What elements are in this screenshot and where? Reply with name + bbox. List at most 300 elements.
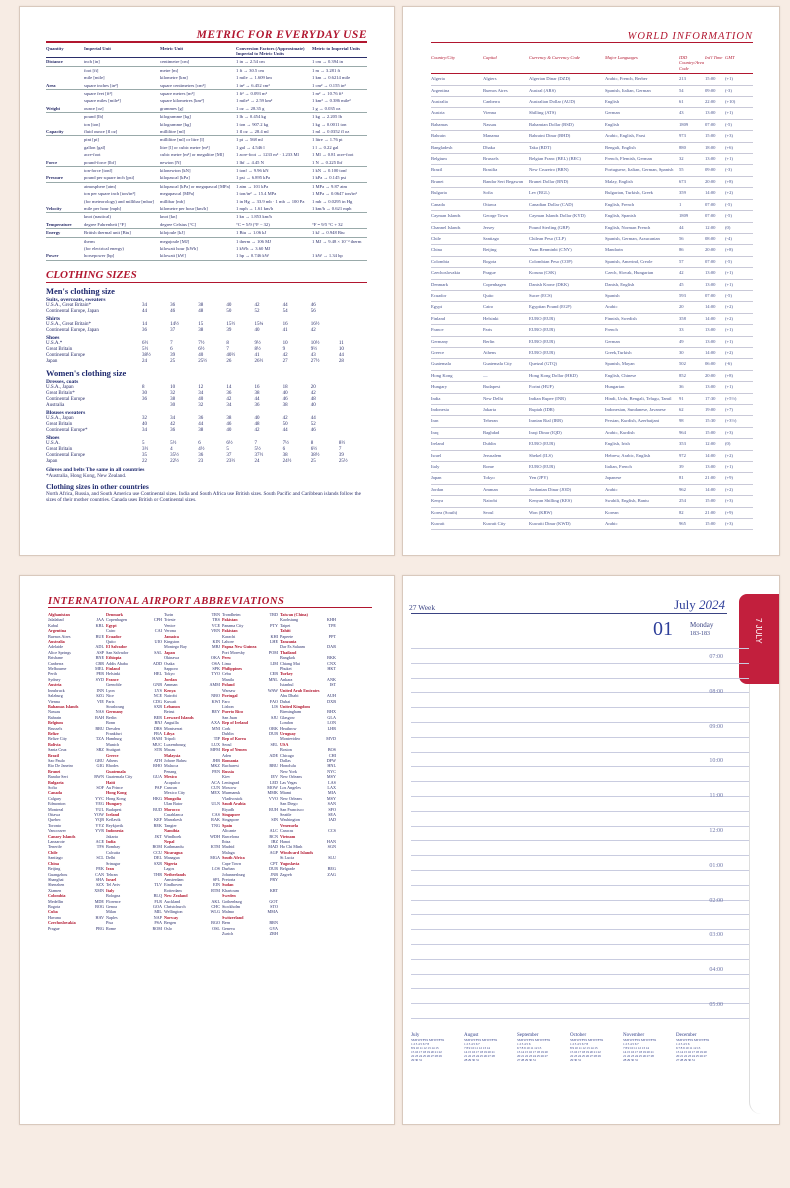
- world-cell: 14:00: [705, 452, 716, 458]
- airport-city: Ethiopia: [106, 655, 122, 661]
- airport-city: Mongolia: [164, 795, 181, 801]
- size-cell: 27½: [310, 359, 320, 365]
- airport-city: India: [106, 839, 116, 845]
- world-cell: Austral (ARS): [529, 87, 556, 93]
- metric-header-cell: Metric to Imperial Units: [312, 45, 361, 51]
- airport-city: Faro: [222, 698, 230, 704]
- world-cell: Brunei Dollar (BND): [529, 178, 569, 184]
- size-row: [46, 359, 367, 365]
- mini-calendar-dow: SMTWTFSS MTWTFSS: [411, 1038, 445, 1042]
- airport-city: Finland: [106, 666, 120, 672]
- world-cell: 359: [679, 190, 686, 196]
- world-header-row: [431, 55, 753, 74]
- airport-code: JAA: [96, 617, 104, 623]
- airport-code: CCS: [328, 828, 336, 834]
- airport-code: TLV: [154, 882, 162, 888]
- world-cell: 06:00: [705, 361, 716, 367]
- metric-row: [46, 167, 367, 174]
- airport-code: HKT: [327, 666, 336, 672]
- world-cell: Prague: [483, 270, 496, 276]
- airport-city: Zagreb: [280, 871, 292, 877]
- airport-city: Kiev: [222, 774, 231, 780]
- world-cell: (+7): [725, 407, 733, 412]
- world-cell: 09:00: [705, 167, 716, 173]
- size-cell: 34: [142, 303, 147, 309]
- airport-code: MGA: [210, 855, 220, 861]
- airport-code: FAO: [269, 698, 278, 704]
- world-row: [431, 496, 753, 507]
- airport-city: Chicago: [280, 752, 294, 758]
- diary-line: [411, 870, 749, 871]
- mini-calendar-week: 8 9 10 11 12 13 14 15: [570, 1046, 598, 1050]
- world-cell: Danish Krone (DKK): [529, 281, 569, 287]
- airport-code: KTM: [210, 844, 220, 850]
- metric-cell: [46, 214, 84, 219]
- airport-city: Lanzarote: [48, 839, 65, 845]
- airport-city: Srinagar: [106, 860, 121, 866]
- airport-code: CBR: [95, 660, 104, 666]
- airport-city: Dallas: [280, 757, 291, 763]
- mini-calendar-week: 15 16 17 18 19 20 21 22: [411, 1050, 442, 1054]
- world-header-cell: Currency & Currency Code: [529, 55, 581, 60]
- metric-cell: 1 tonf → 9.96 kN: [236, 168, 269, 173]
- world-cell: 593: [679, 292, 686, 298]
- gloves-note: *Australia, Hong Kong, New Zealand.: [46, 473, 127, 480]
- airport-city: Jamaica: [164, 633, 179, 639]
- airport-code: MAD: [268, 844, 278, 850]
- world-cell: Japan: [431, 475, 442, 481]
- airport-city: Trondheim: [222, 612, 241, 617]
- airport-code: MDE: [94, 898, 104, 904]
- world-cell: (-5): [725, 292, 732, 298]
- world-cell: Hebrew, Arabic, English: [605, 452, 651, 458]
- world-cell: (+10): [725, 99, 736, 105]
- airport-code: SEA: [328, 812, 336, 818]
- airport-code: IBZ: [271, 839, 278, 845]
- airport-code: TRD: [269, 612, 278, 617]
- metric-row: [46, 174, 367, 182]
- airport-city: Tokyo: [164, 671, 175, 677]
- world-cell: Jersey: [483, 224, 495, 230]
- metric-cell: 1 lb → 0.454 kg: [236, 114, 266, 120]
- world-cell: Nassau: [483, 121, 497, 127]
- airport-city: Israel: [106, 876, 117, 882]
- diary-line: [411, 811, 749, 812]
- airport-city: Vancouver: [48, 828, 66, 834]
- world-cell: 39: [679, 464, 684, 470]
- mini-calendar-week: 7 8 9 10 11 12 13 14: [464, 1046, 490, 1050]
- airport-city: Pretoria: [222, 876, 236, 882]
- size-cell: 30: [170, 403, 176, 409]
- airport-city: Netherlands: [164, 871, 186, 877]
- airport-code: ADD: [152, 660, 162, 666]
- world-cell: (-5): [725, 213, 732, 219]
- airport-city: Havana: [48, 914, 61, 920]
- airport-city: Anguilla: [164, 720, 179, 726]
- airport-city: Las Vegas: [280, 779, 298, 785]
- metric-cell: 1 acre-foot → 1233 m³ · 1.233 Ml: [236, 152, 299, 158]
- metric-cell: millilitre [ml]: [160, 128, 186, 134]
- men-sizes: [46, 297, 367, 365]
- airport-city: Buenos Aires: [48, 633, 71, 639]
- world-cell: (+6): [725, 144, 733, 150]
- airport-city: Cuba: [48, 909, 58, 915]
- size-cell: 38½: [310, 453, 320, 459]
- airport-city: Puerto Rico: [222, 709, 244, 715]
- time-label: 02:00: [709, 897, 723, 904]
- world-cell: Bahrain: [431, 133, 446, 139]
- time-label: 04:00: [709, 967, 723, 974]
- metric-cell: 1 psi → 6.895 kPa: [236, 175, 271, 181]
- world-cell: (+3): [725, 498, 733, 504]
- airport-city: Lahore: [222, 639, 234, 645]
- airport-city: Brussels: [48, 725, 63, 731]
- airport-code: BUE: [95, 633, 104, 639]
- airport-code: LIS: [271, 703, 278, 709]
- world-cell: Kuwait City: [483, 521, 506, 527]
- metric-cell: knot [kn]: [160, 214, 177, 220]
- metric-cell: square inches [in²]: [84, 82, 119, 88]
- world-cell: Austria: [431, 110, 445, 116]
- airport-city: Montego Bay: [164, 644, 187, 650]
- world-row: [431, 154, 753, 165]
- world-cell: Yen (JPY): [529, 475, 549, 481]
- metric-row: [46, 121, 367, 128]
- world-cell: Ottawa: [483, 201, 497, 207]
- airport-city: El Salvador: [106, 644, 128, 650]
- metric-cell: [46, 91, 84, 96]
- airport-city: Romania: [222, 757, 239, 763]
- airport-city: Vietnam: [280, 833, 296, 839]
- world-cell: (-4): [725, 235, 732, 241]
- airport-city: Rep of Korea: [222, 736, 246, 742]
- airport-city: Tahiti: [280, 628, 291, 634]
- airport-city: Pisa: [106, 920, 113, 926]
- week-label: 27 Week: [409, 603, 436, 612]
- airport-code: SPK: [212, 666, 220, 672]
- airport-city: Beirut: [164, 709, 175, 715]
- airport-code: MMK: [267, 790, 278, 796]
- airport-city: Christchurch: [164, 903, 186, 909]
- metric-cell: Distance: [46, 59, 63, 65]
- size-cell: 50: [282, 422, 288, 428]
- airport-code: ACA: [211, 779, 220, 785]
- size-cell: 38: [170, 397, 176, 403]
- airport-city: Montserrat: [164, 725, 183, 731]
- airport-city: Belgrade: [280, 866, 296, 872]
- airport-city: Murmansk: [222, 790, 241, 796]
- world-cell: EURO (EUR): [529, 349, 555, 355]
- world-cell: Spanish: [605, 292, 620, 298]
- airport-city: Canberra: [48, 660, 64, 666]
- airport-code: KHI: [270, 633, 278, 639]
- size-cell: 42: [254, 303, 260, 309]
- airport-code: GNB: [153, 682, 162, 688]
- size-row: [46, 428, 367, 434]
- mini-calendar-week: 1 2 3 4 5 6: [676, 1042, 690, 1046]
- metric-cell: 1 litre → 1.76 pt: [312, 137, 343, 143]
- world-cell: Korea (South): [431, 509, 458, 515]
- world-cell: Brasilia: [483, 167, 498, 173]
- world-cell: Kenyan Shilling (KES): [529, 498, 572, 504]
- airport-code: UIO: [154, 639, 162, 645]
- airport-city: Spain: [222, 822, 233, 828]
- airport-code: SYD: [95, 676, 104, 682]
- world-row: [431, 86, 753, 97]
- airport-city: Pakistan: [222, 617, 238, 623]
- airport-city: Hong Kong: [106, 790, 127, 796]
- world-cell: Iraqi Dinar (IQD): [529, 429, 562, 435]
- metric-cell: [46, 152, 84, 157]
- size-cell: 25½: [338, 459, 348, 465]
- size-cell: 40: [198, 353, 204, 359]
- airport-code: ANK: [326, 676, 336, 682]
- world-row: [431, 177, 753, 188]
- world-cell: Indonesia: [431, 407, 449, 412]
- world-cell: (+9): [725, 509, 733, 515]
- airport-city: Rome: [106, 925, 117, 931]
- mini-calendar-week: 21 22 23 24 25 26 27 28: [623, 1054, 654, 1058]
- diary-line: [411, 781, 749, 782]
- airport-city: Tenerife: [48, 844, 62, 850]
- world-cell: Germany: [431, 338, 449, 344]
- airport-column: [280, 612, 336, 936]
- airport-city: New Zealand: [164, 893, 188, 899]
- airport-city: Toronto: [48, 822, 62, 828]
- airport-city: Quebec: [48, 817, 61, 823]
- size-cell: 9½: [254, 341, 261, 347]
- airport-city: Canada: [48, 790, 62, 796]
- airport-code: JHB: [212, 757, 220, 763]
- metric-cell: newton [N]: [160, 159, 182, 165]
- size-cell: 41: [254, 353, 260, 359]
- size-cell: 15: [198, 322, 204, 328]
- size-cell: 48: [198, 309, 204, 315]
- metric-cell: kilogramme [kg]: [160, 121, 191, 127]
- airport-code: BLQ: [153, 893, 162, 899]
- world-cell: 09:00: [705, 87, 716, 93]
- mini-calendar-week: 8 9 10 11 12 13 14 15: [411, 1046, 439, 1050]
- airport-city: Zurich: [222, 930, 234, 936]
- size-cell: 40: [254, 416, 260, 422]
- airport-city: Sofia: [48, 785, 57, 790]
- diary-line: [411, 944, 749, 945]
- airport-code: PAP: [154, 785, 162, 790]
- size-cell: 40: [198, 397, 204, 403]
- metric-cell: British thermal unit [Btu]: [84, 230, 131, 236]
- airport-city: Peru: [222, 655, 231, 661]
- month-tab[interactable]: [739, 594, 780, 684]
- metric-cell: 1 mph → 1.61 km/h: [236, 206, 274, 212]
- airport-city: Cairo: [106, 628, 116, 634]
- size-cell: U.S.A., Great Britain*: [46, 322, 91, 328]
- world-row: [431, 416, 753, 427]
- airport-code: CAN: [95, 871, 104, 877]
- airport-code: KBL: [95, 622, 104, 628]
- airport-code: AXA: [210, 720, 220, 726]
- world-cell: Vienna: [483, 110, 496, 116]
- airport-code: TYO: [211, 671, 220, 677]
- airport-entry: [222, 931, 278, 936]
- metric-cell: °F = 9/5 °C + 32: [312, 221, 343, 227]
- airport-city: San Salvador: [106, 649, 129, 655]
- mini-calendar-month: July: [411, 1033, 420, 1038]
- airport-city: Leningrad: [222, 779, 240, 785]
- size-cell: 44: [310, 416, 316, 422]
- airport-city: San Diego: [280, 801, 298, 807]
- airport-city: Gothenburg: [222, 898, 242, 904]
- world-cell: Spanish, Italian, German: [605, 87, 651, 93]
- world-row: [431, 97, 753, 108]
- world-row: [431, 120, 753, 131]
- size-group-title: Shoes: [46, 335, 60, 342]
- size-group-title: Suits, overcoats, sweaters: [46, 297, 106, 304]
- mini-calendar-week: 6 7 8 9 10 11 12 13: [676, 1046, 701, 1050]
- size-cell: 42: [282, 353, 288, 359]
- size-cell: 3½: [142, 447, 149, 453]
- metric-row: [46, 229, 367, 237]
- size-cell: 5: [226, 447, 229, 453]
- airport-city: Manila: [222, 676, 234, 682]
- airport-code: LAS: [328, 779, 336, 785]
- mini-calendar-week: 15 16 17 18 19 20 21 22: [570, 1050, 601, 1054]
- world-cell: 13:00: [705, 464, 716, 470]
- metric-cell: ton per square inch [ton/in²]: [84, 191, 136, 197]
- world-cell: 213: [679, 76, 686, 82]
- metric-cell: megapascal [MPa]: [160, 191, 195, 197]
- size-cell: 46: [282, 397, 288, 403]
- airport-city: Tanzania: [280, 639, 297, 645]
- airport-code: VVO: [268, 795, 278, 801]
- size-cell: 24: [254, 459, 260, 465]
- other-text: North Africa, Russia, and South America use Continental sizes. India and South Africa use British sizes. South Pacific and Caribbean islands follow the sizes of their mother countries. Canada uses British or Continental sizes.: [46, 491, 361, 504]
- airport-city: Austria: [48, 682, 62, 688]
- airport-city: Marrakesh: [164, 817, 182, 823]
- size-cell: 42: [226, 397, 232, 403]
- world-cell: (+8): [725, 247, 733, 253]
- world-cell: English, Irish: [605, 441, 630, 447]
- world-cell: 07:00: [705, 213, 716, 219]
- airport-city: Uruguay: [280, 730, 296, 736]
- world-row: [431, 245, 753, 256]
- world-cell: Bahamian Dollar (BSD): [529, 121, 574, 127]
- size-cell: 6½: [198, 347, 205, 353]
- airport-city: Karachi: [222, 633, 236, 639]
- size-cell: 12: [198, 385, 204, 391]
- airport-city: Ibiza: [222, 839, 231, 845]
- airport-code: RTM: [211, 887, 220, 893]
- airport-code: DUB: [269, 730, 278, 736]
- airport-code: STR: [154, 747, 162, 753]
- airport-city: Papua New Guinea: [222, 644, 257, 650]
- airport-city: Windward Islands: [280, 849, 314, 855]
- mini-calendar-week: 1 2 3 4 5 6 7: [623, 1042, 639, 1046]
- airport-code: WLG: [210, 909, 220, 915]
- world-cell: Kuwait: [431, 521, 445, 527]
- world-cell: Canadian Dollar (CAD): [529, 201, 574, 207]
- metric-cell: [46, 114, 84, 119]
- world-cell: EURO (EUR): [529, 441, 555, 447]
- mini-calendar-week: 1 2 3 4 5 6: [517, 1042, 531, 1046]
- world-table: [431, 55, 753, 530]
- airport-city: Cape Town: [222, 860, 242, 866]
- world-cell: Arabic, Kurdish: [605, 429, 635, 435]
- airport-city: Iran: [106, 866, 114, 872]
- size-cell: 16: [282, 322, 288, 328]
- airport-city: Chile: [48, 849, 58, 855]
- metric-cell: kilometre per hour [km/h]: [160, 206, 208, 212]
- airport-code: CPH: [153, 617, 162, 623]
- airport-code: THR: [153, 871, 162, 877]
- world-cell: EURO (EUR): [529, 327, 555, 333]
- airport-code: LUX: [211, 741, 220, 747]
- airport-entry: [106, 926, 162, 931]
- airport-city: Bandar Seri: [48, 774, 68, 780]
- world-cell: Denmark: [431, 281, 449, 287]
- airport-city: Hungary: [106, 801, 123, 807]
- size-cell: 14: [226, 385, 232, 391]
- world-cell: 1: [679, 201, 682, 207]
- airport-code: OSA: [211, 660, 220, 666]
- airport-city: Tel Aviv: [106, 882, 121, 888]
- airport-city: Edmonton: [48, 801, 66, 807]
- airport-code: CAS: [211, 812, 220, 818]
- world-cell: Canberra: [483, 99, 500, 105]
- airport-code: MUC: [152, 741, 162, 747]
- airport-city: Brazil: [48, 752, 59, 758]
- metric-cell: [46, 145, 84, 150]
- world-cell: Hungarian: [605, 384, 625, 390]
- airport-city: Ankara: [280, 676, 293, 682]
- airport-city: Poland: [222, 682, 235, 688]
- metric-cell: ounce [oz]: [84, 105, 104, 111]
- world-cell: (+8): [725, 372, 733, 378]
- airport-code: RUH: [269, 806, 278, 812]
- world-cell: 14:00: [705, 304, 716, 310]
- airport-city: Reykjavik: [106, 822, 124, 828]
- airport-city: Athens: [106, 757, 118, 763]
- time-label: 12:00: [709, 828, 723, 834]
- size-cell: 5: [142, 441, 145, 447]
- world-cell: 1809: [679, 213, 689, 219]
- metric-cell: Force: [46, 159, 58, 165]
- mini-calendar-week: 22 23 24 25 26 27 28 29: [411, 1054, 442, 1058]
- airport-code: BWN: [94, 774, 104, 780]
- diary-line: [411, 648, 749, 649]
- world-cell: Algeria: [431, 76, 445, 82]
- size-cell: 56: [310, 309, 316, 315]
- airport-city: Florence: [106, 898, 121, 904]
- size-cell: 36: [142, 397, 147, 403]
- metric-cell: 1 kWh → 3.60 MJ: [236, 246, 271, 252]
- world-cell: 07:00: [705, 292, 716, 298]
- airport-code: TFS: [96, 844, 104, 850]
- world-cell: Swahili, English, Bantu: [605, 498, 649, 504]
- airport-entry: [164, 926, 220, 931]
- world-cell: 673: [679, 178, 686, 184]
- airport-code: IAD: [328, 817, 336, 823]
- airport-city: Wellington: [164, 909, 183, 915]
- metric-cell: cubic metre [m³] or megalitre [Ml]: [160, 152, 224, 158]
- airport-code: OKA: [210, 655, 220, 661]
- airport-city: Iceland: [106, 812, 120, 818]
- metric-cell: fluid ounce [fl oz]: [84, 128, 118, 134]
- world-cell: 14:00: [705, 190, 716, 196]
- size-cell: 10½: [310, 341, 320, 347]
- world-cell: Forint (HUF): [529, 384, 554, 390]
- world-cell: Bulgaria: [431, 190, 447, 196]
- airport-city: Osaka: [164, 660, 175, 666]
